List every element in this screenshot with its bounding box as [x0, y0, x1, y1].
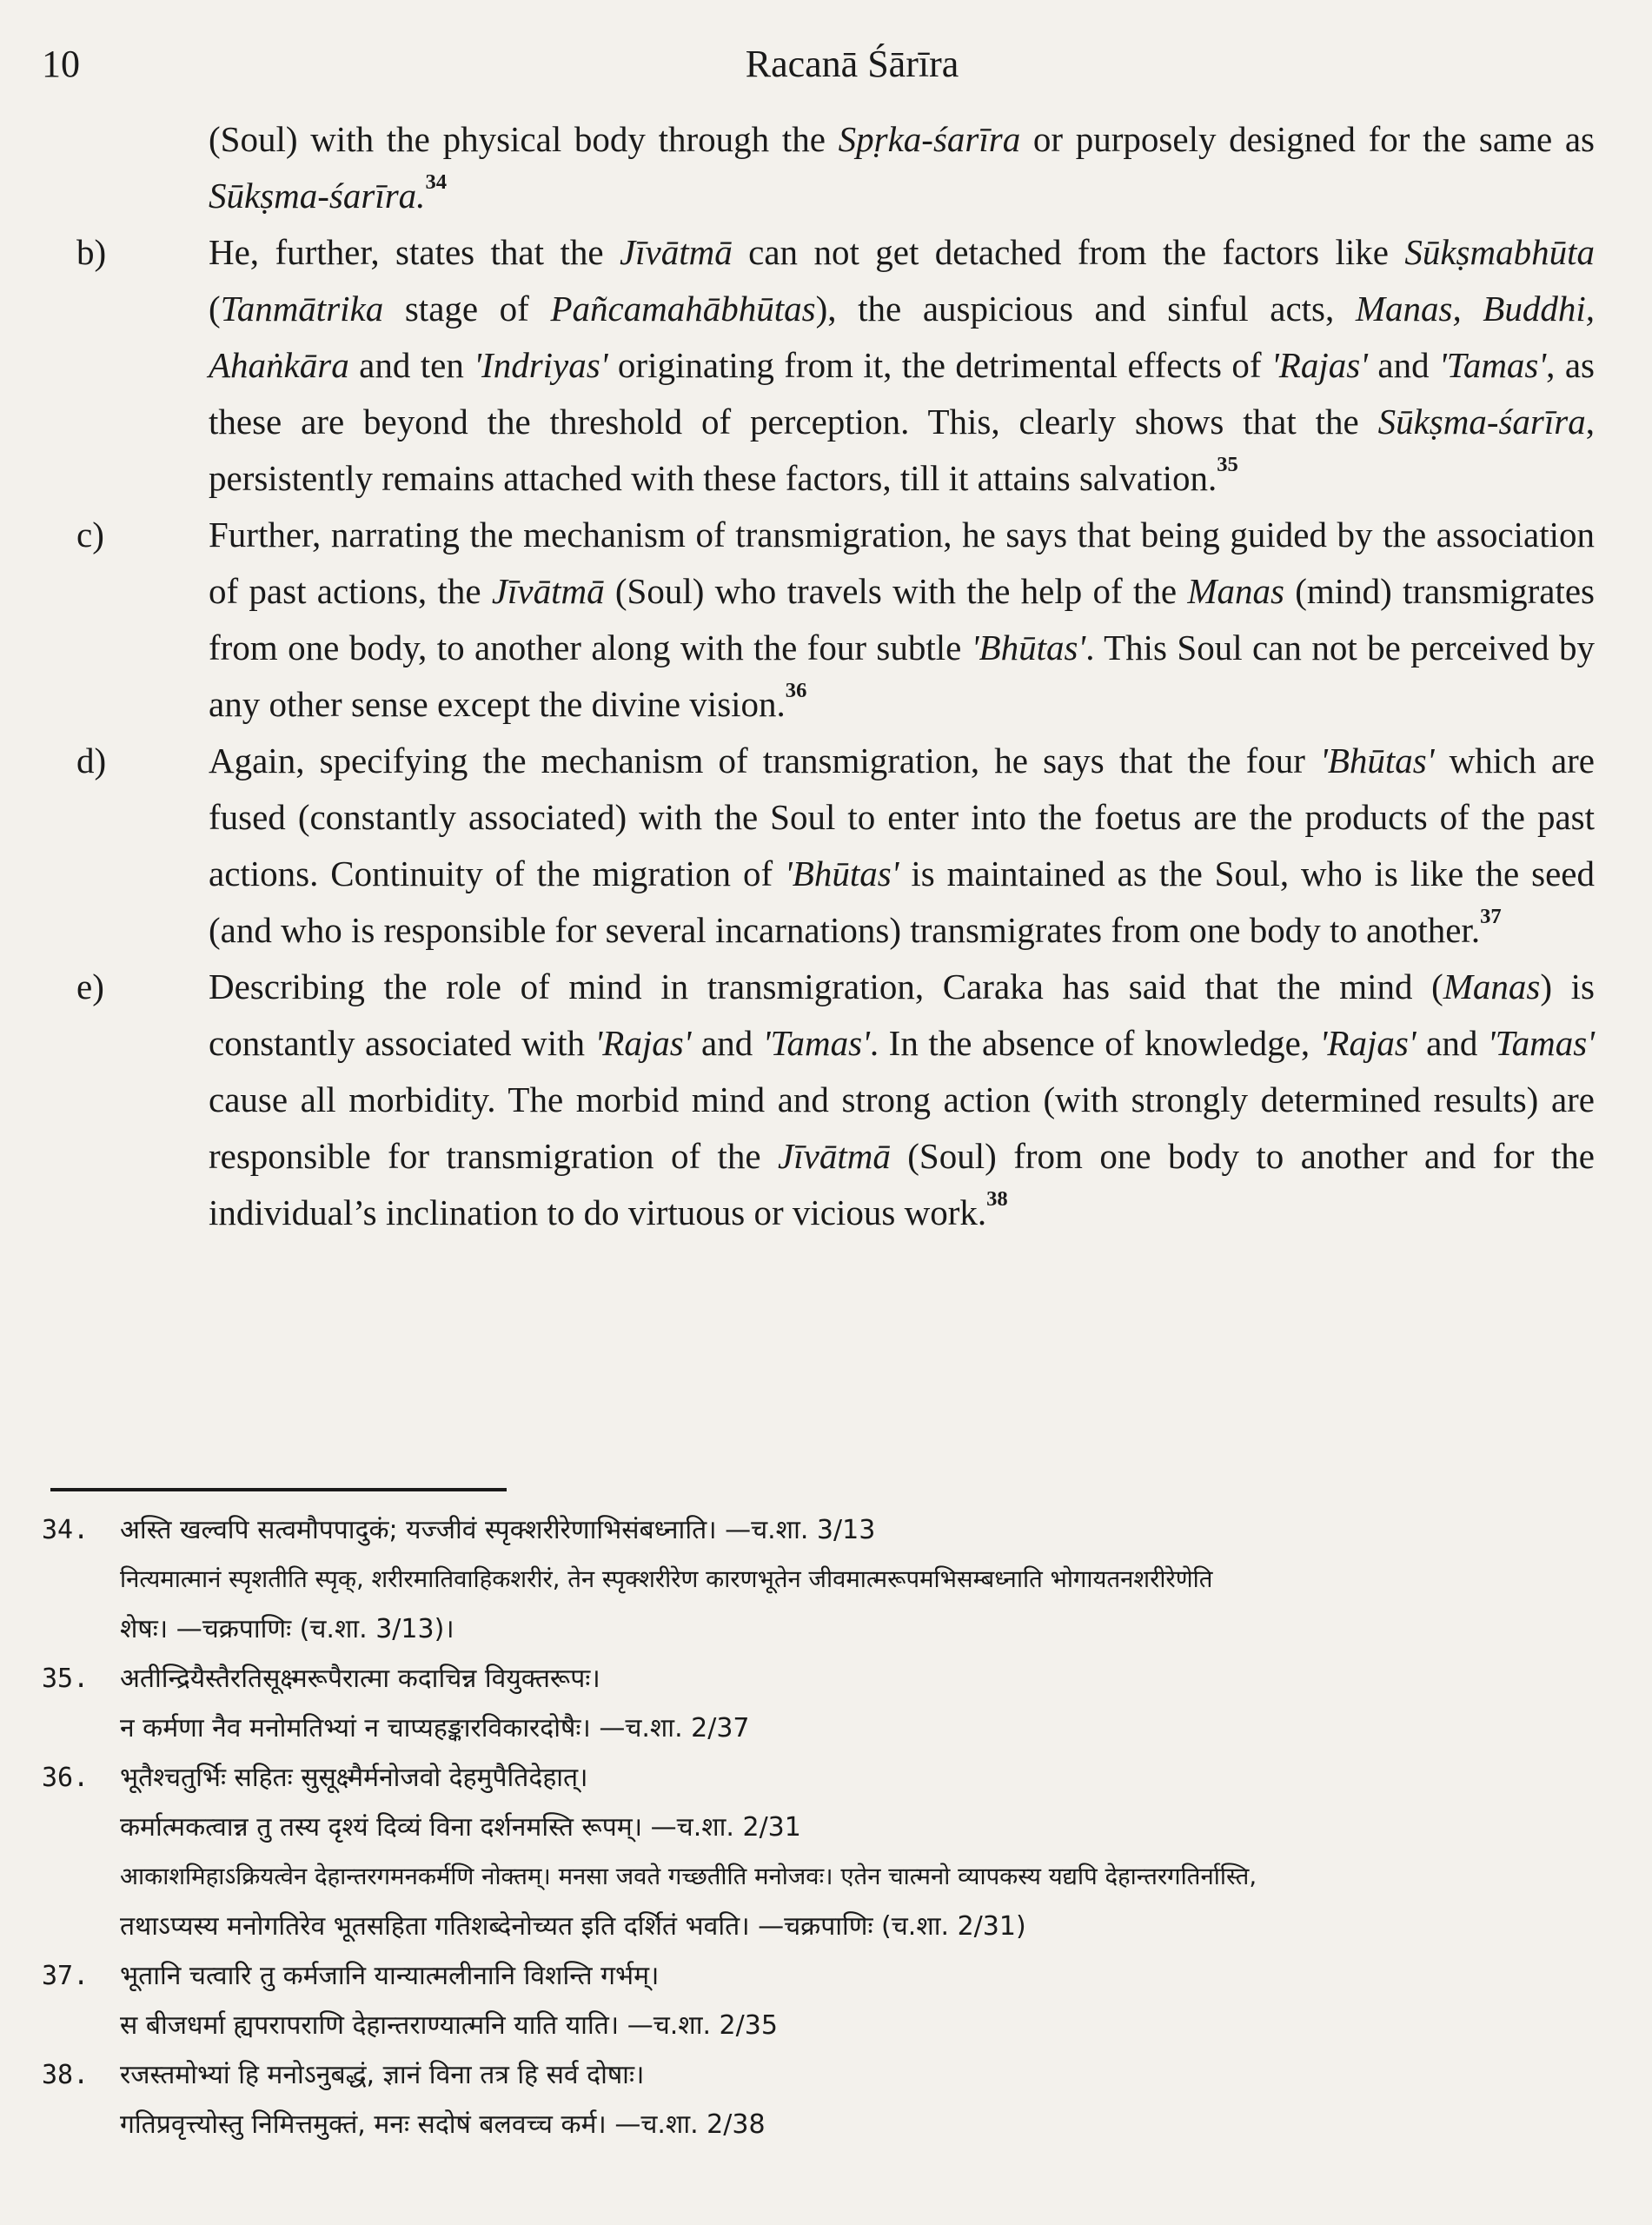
footnote-line: कर्मात्मकत्वान्न तु तस्य दृश्यं दिव्यं विना दर्शनमस्ति रूपम्। —च.शा. 2/31 [120, 1812, 801, 1843]
item-marker: e) [76, 966, 104, 1006]
footnote-36 [42, 1753, 1606, 1951]
footnote-number: 36. [42, 1763, 90, 1793]
footnote-number: 37. [42, 1961, 90, 1991]
footnote-line: रजस्तमोभ्यां हि मनोऽनुबद्धं, ज्ञानं विना तत्र हि सर्व दोषाः। [120, 2060, 645, 2090]
footnote-38 [42, 2050, 1606, 2149]
footnote-ref: 37 [1480, 904, 1502, 928]
footnote-line: गतिप्रवृत्त्योस्तु निमित्तमुक्तं, मनः सदोषं बलवच्च कर्म। —च.शा. 2/38 [120, 2109, 766, 2140]
item-marker: b) [76, 232, 107, 272]
list-item-c: c) Further, narrating the mechanism of transmigration, he says that being guided by the association of past actions, the Jīvātmā (Soul) who travels with the help of the Manas (mind) transmigrates from one body, to another along with the four subtle 'Bhūtas'. This Soul can not be perceived by any other sense except the divine vision.$^{36}$ [209, 507, 1595, 733]
footnote-35 [42, 1654, 1606, 1753]
list-item-b: b) He, further, states that the Jīvātmā can not get detached from the factors like Sūkṣmabhūta (Tanmātrika stage of Pañcamahābhūtas), the auspicious and sinful acts, Manas, Buddhi, Ahaṅkāra and ten 'Indriyas' originating from it, the detrimental effects of 'Rajas' and 'Tamas', as these are beyond the threshold of perception. This, clearly shows that the Sūkṣma-śarīra, persistently remains attached with these factors, till it attains salvation.$^{35}$ [209, 224, 1595, 507]
body-text [76, 111, 1596, 1241]
footnotes [42, 1505, 1606, 2149]
footnote-line: स बीजधर्मा ह्यपरापराणि देहान्तराण्यात्मनि याति याति। —च.शा. 2/35 [120, 2010, 778, 2041]
footnote-line: भूतैश्चतुर्भिः सहितः सुसूक्ष्मैर्मनोजवो देहमुपैतिदेहात्। [120, 1763, 588, 1793]
item-marker: d) [76, 741, 107, 780]
footnote-line: अतीन्द्रियैस्तैरतिसूक्ष्मरूपैरात्मा कदाचिन्न वियुक्तरूपः। [120, 1664, 600, 1694]
footnote-line: आकाशमिहाऽक्रियत्वेन देहान्तरगमनकर्मणि नोक्तम्। मनसा जवते गच्छतीति मनोजवः। एतेन चात्मनो व्यापकस्य यद्यपि देहान्तरगतिर्नास्ति, [120, 1863, 1257, 1890]
footnote-line: तथाऽप्यस्य मनोगतिरेव भूतसहिता गतिशब्देनोच्यत इति दर्शितं भवति। —चक्रपाणिः (च.शा. 2/31) [120, 1911, 1026, 1942]
footnote-number: 34. [42, 1515, 90, 1545]
footnote-ref: 36 [785, 678, 807, 702]
footnote-37 [42, 1951, 1606, 2050]
footnote-number: 35. [42, 1664, 90, 1694]
running-title: Racanā Śārīra [745, 43, 959, 85]
footnote-line: न कर्मणा नैव मनोमतिभ्यां न चाप्यहङ्कारविकारदोषैः। —च.शा. 2/37 [120, 1713, 750, 1743]
footnote-divider [50, 1488, 507, 1491]
footnote-number: 38. [42, 2060, 90, 2090]
footnote-line: भूतानि चत्वारि तु कर्मजानि यान्यात्मलीनानि विशन्ति गर्भम्। [120, 1961, 660, 1991]
continuation-paragraph: (Soul) with the physical body through the Spṛka-śarīra or purposely designed for the same as Sūkṣma-śarīra.$^{34}$ [209, 119, 1595, 216]
footnote-34 [42, 1505, 1606, 1654]
footnote-ref: 35 [1217, 452, 1238, 476]
list-item-e: e) Describing the role of mind in transmigration, Caraka has said that the mind (Manas) is constantly associated with 'Rajas' and 'Tamas'. In the absence of knowledge, 'Rajas' and 'Tamas' cause all morbidity. The morbid mind and strong action (with strongly determined results) are responsible for transmigration of the Jīvātmā (Soul) from one body to another and for the individual’s inclination to do virtuous or vicious work.$^{38}$ [209, 959, 1595, 1241]
footnote-ref: 34 [425, 169, 448, 194]
list-item-d: d) Again, specifying the mechanism of transmigration, he says that the four 'Bhūtas' which are fused (constantly associated) with the Soul to enter into the foetus are the products of the past actions. Continuity of the migration of 'Bhūtas' is maintained as the Soul, who is like the seed (and who is responsible for several incarnations) transmigrates from one body to another.$^{37}$ [209, 733, 1595, 959]
footnote-line: अस्ति खल्वपि सत्वमौपपादुकं; यज्जीवं स्पृक्शरीरेणाभिसंबध्नाति। —च.शा. 3/13 [120, 1515, 876, 1545]
footnote-line: नित्यमात्मानं स्पृशतीति स्पृक्, शरीरमातिवाहिकशरीरं, तेन स्पृक्शरीरेण कारणभूतेन जीवमात्मरूपमभिसम्बध्नाति भोगायतनशरीरेणेति [120, 1565, 1213, 1593]
footnote-ref: 38 [986, 1186, 1008, 1211]
footnote-line: शेषः। —चक्रपाणिः (च.शा. 3/13)। [120, 1614, 454, 1644]
page-number: 10 [42, 43, 80, 85]
item-marker: c) [76, 515, 104, 555]
